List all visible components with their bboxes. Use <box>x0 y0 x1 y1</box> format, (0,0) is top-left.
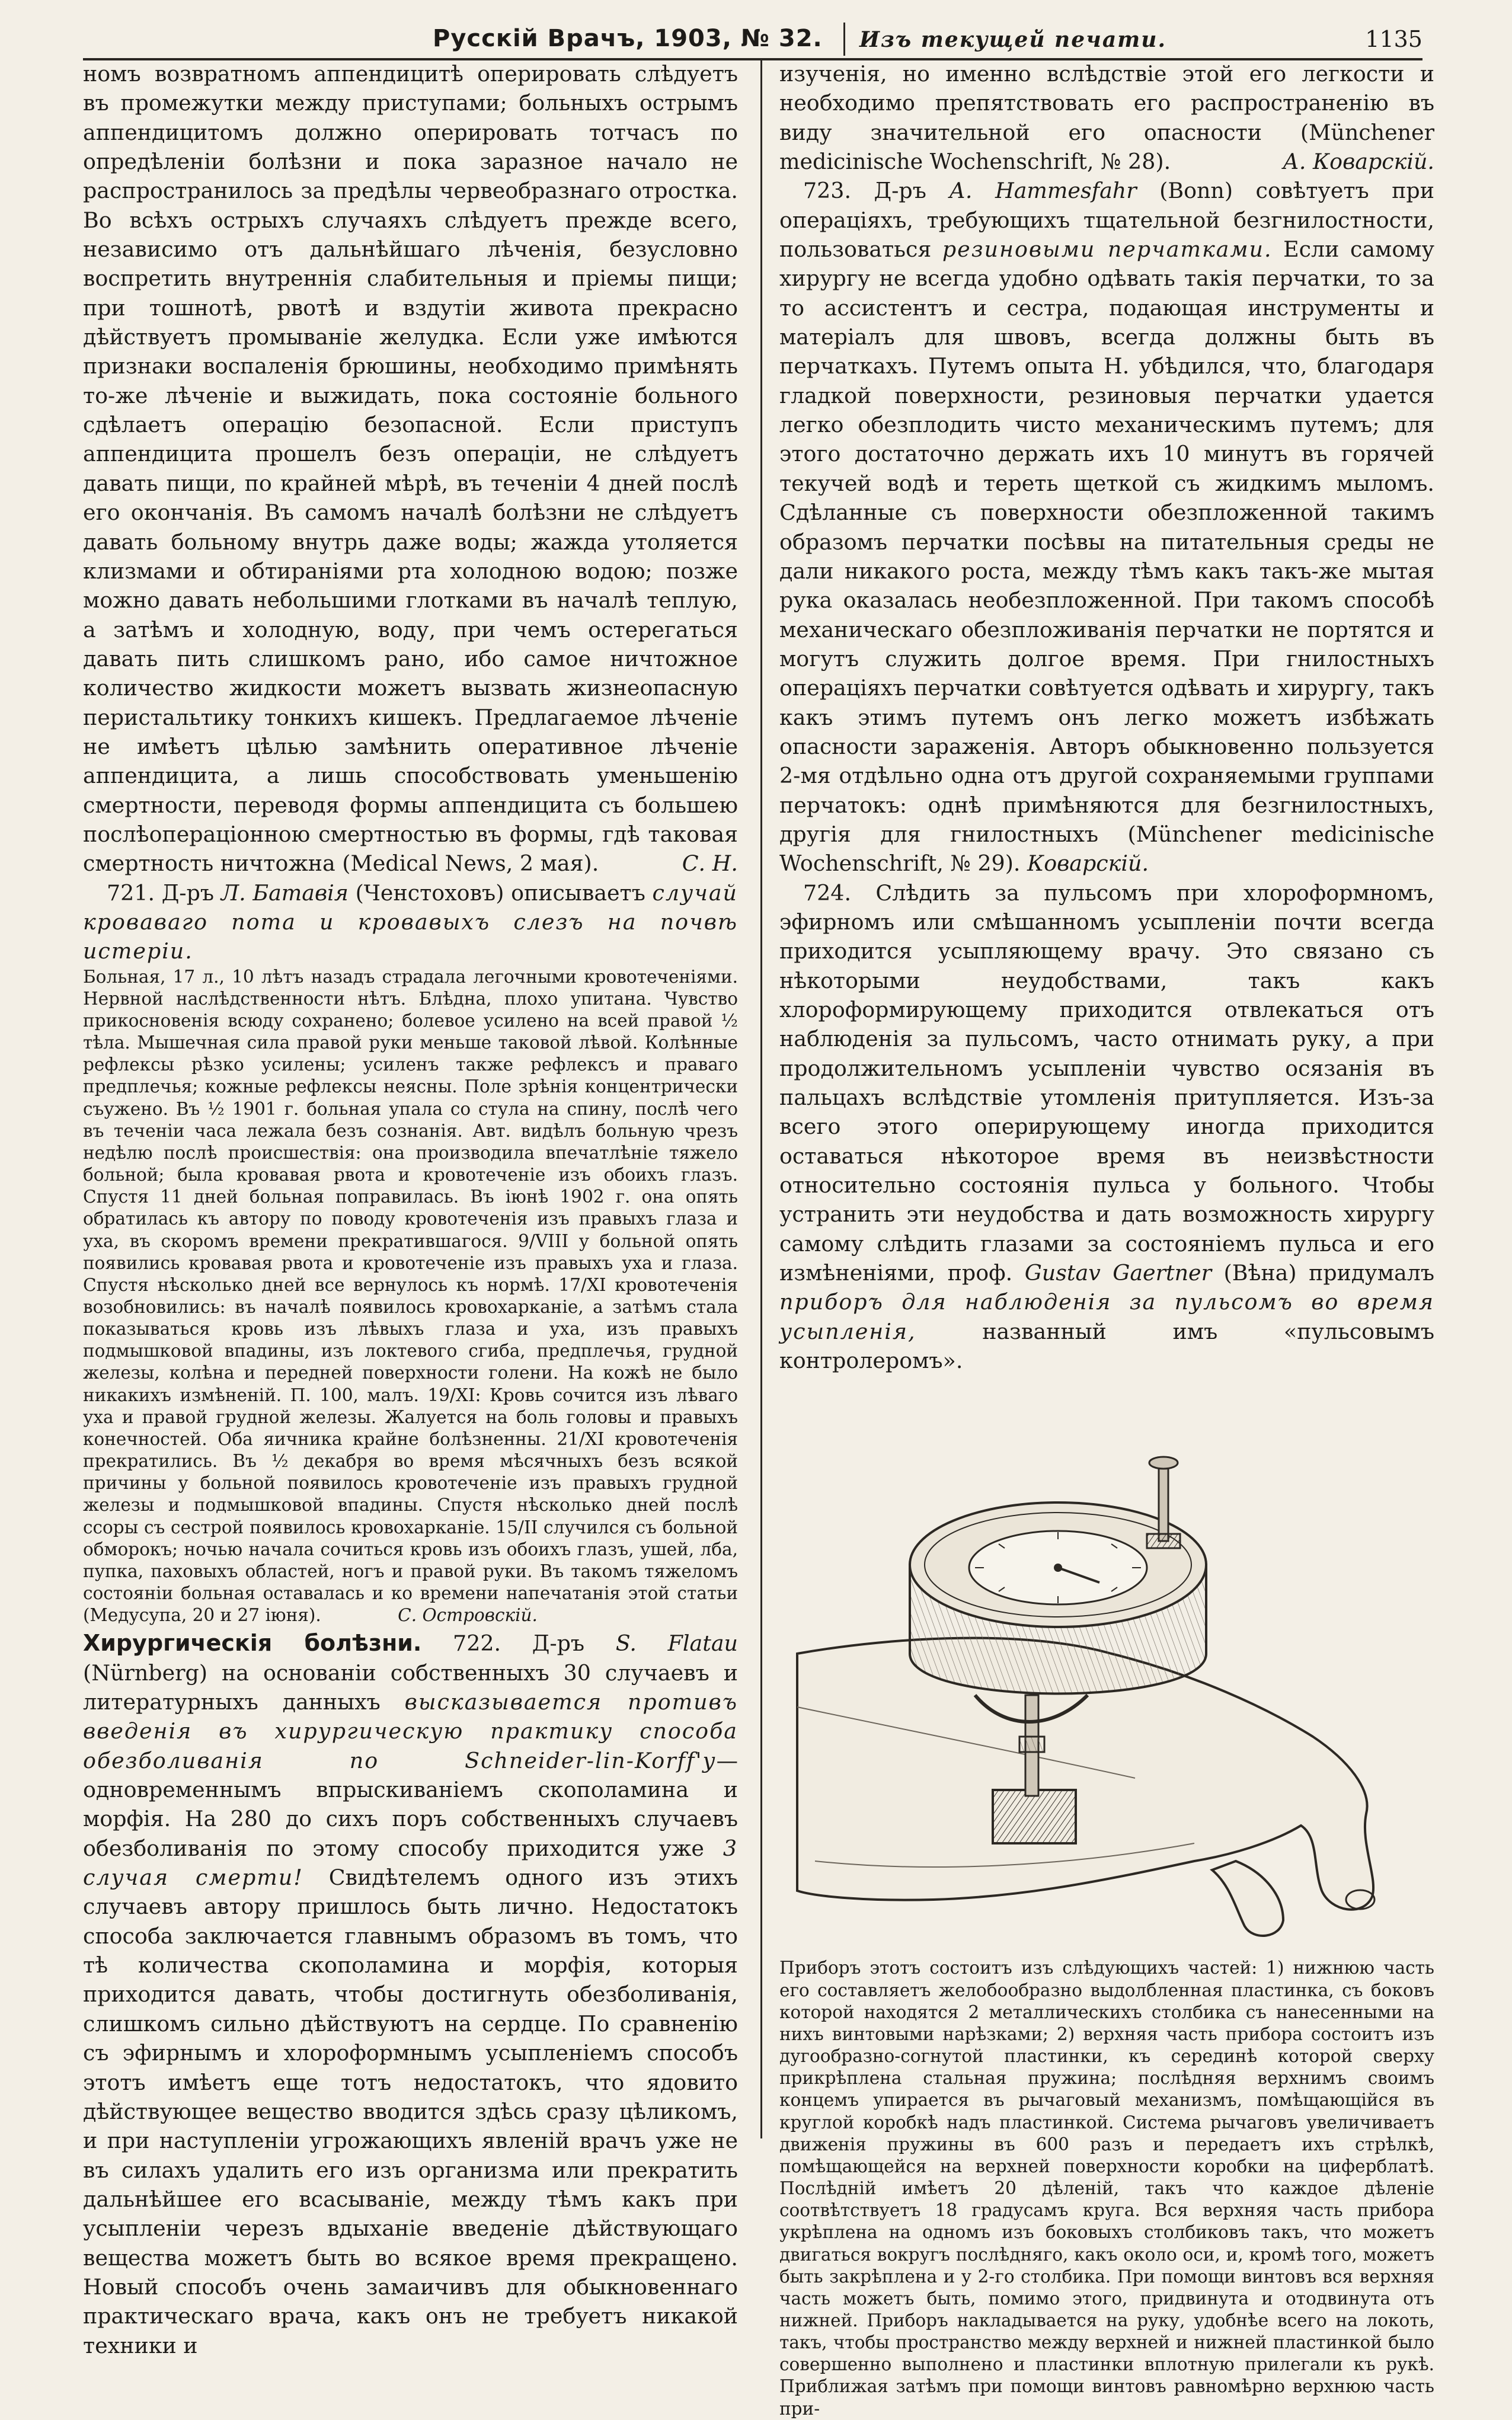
author-name: S. Flatau <box>615 1631 738 1657</box>
column-divider <box>760 58 762 2138</box>
lead-text: (Ченстоховъ) описываетъ <box>355 880 645 906</box>
article-722 <box>83 1629 738 2360</box>
left-column <box>83 59 738 2360</box>
page-number: 1135 <box>1365 26 1423 52</box>
article-722-end <box>779 59 1434 176</box>
article-number: 721. Д-ръ <box>107 880 215 906</box>
author-name: Л. Батавія <box>220 880 349 906</box>
signature: Коварскій. <box>1027 851 1149 877</box>
emphasis-text: 3 случая смерти! <box>83 1835 738 1891</box>
article-title: приборъ для наблюденія за пульсомъ во время усыпленія, <box>779 1289 1434 1344</box>
signature: А. Коварскій. <box>1283 149 1434 175</box>
paragraph-text: номъ возвратномъ аппендицитѣ оперировать слѣдуетъ въ промежутки между приступами; больныхъ острымъ аппендицитомъ должно оперировать тотчасъ по опредѣленіи болѣзни и пока заразное начало не распространилось за предѣлы червеобразнаго отростка. Во всѣхъ острыхъ случаяхъ слѣдуетъ прежде всего, независимо отъ дальнѣйшаго лѣченія, безусловно воспретить внутреннія слабительныя и пріемы пищи; при тошнотѣ, рвотѣ и вздутіи живота прекрасно дѣйствуетъ промываніе желудка. Если уже имѣются признаки воспаленія брюшины, необходимо примѣнять то-же лѣченіе и выжидать, пока состояніе больного сдѣлаетъ операцію безопасной. Если приступъ аппендицита прошелъ безъ операціи, не слѣдуетъ давать пищи, по крайней мѣрѣ, въ теченіи 4 дней послѣ его окончанія. Въ самомъ началѣ болѣзни не слѣдуетъ давать больному внутрь даже воды; жажда утоляется клизмами и обтираніями рта холодною водою; позже можно давать небольшими глотками въ началѣ теплую, а затѣмъ и холодную, воду, при чемъ остерегаться давать пить слишкомъ рано, ибо самое ничтожное количество жидкости можетъ вызвать жизнеопасную перистальтику тонкихъ кишекъ. Предлагаемое лѣченіе не имѣетъ цѣлью замѣнить оперативное лѣченіе аппендицита, а лишь способствовать уменьшенію смертности, переводя формы аппендицита съ большею послѣоперaціонною смертностью въ формы, гдѣ таковая смертность ничтожна (Medical News, 2 мая). <box>83 61 738 877</box>
pulse-controller-figure <box>779 1375 1434 1950</box>
case-report-text: Больная, 17 л., 10 лѣтъ назадъ страдала легочными кровотеченіями. Нервной наслѣдственности нѣтъ. Блѣдна, плохо упитана. Чувство прикосновенія всюду сохранено; болевое усилено на всей правой ½ тѣла. Мышечная сила правой руки меньше таковой лѣвой. Колѣнные рефлексы рѣзко усилены; усиленъ также рефлексъ и праваго предплечья; кожные рефлексы неясны. Поле зрѣнія концентрически съужено. Въ ½ 1901 г. больная упала со стула на спину, послѣ чего въ теченіи часа лежала безъ сознанія. Авт. видѣлъ больную чрезъ недѣлю послѣ происшествія: она производила впечатлѣніе тяжело больной; была кровавая рвота и кровотеченіе изъ обоихъ глазъ. Спустя 11 дней больная поправилась. Въ іюнѣ 1902 г. она опять обратилась къ автору по поводу кровотеченія изъ правыхъ глаза и уха, въ скоромъ времени прекратившагося. 9/VIII у больной опять появились кровавая рвота и кровотеченіе изъ правыхъ уха и глаза. Спустя нѣсколько дней все вернулось къ нормѣ. 17/XI кровотеченія возобновились: въ началѣ появилось кровохарканіе, а затѣмъ стала показываться кровь изъ лѣвыхъ глаза и уха, изъ правыхъ подмышковой впадины, изъ локтевого сгиба, предплечья, грудной железы, колѣна и передней поверхности голени. На кожѣ не было никакихъ измѣненій. П. 100, малъ. 19/XI: Кровь сочится изъ лѣваго уха и правой грудной железы. Жалуется на боль головы и правыхъ конечностей. Оба яичника крайне болѣзненны. 21/XI кровотеченія прекратились. Въ ½ декабря во время мѣсячныхъ безъ всякой причины у больной появилось кровотеченіе изъ правыхъ грудной железы и подмышковой впадины. Спустя нѣсколько дней послѣ ссоры съ сестрой появилось кровохарканіе. 15/II случился съ больной обморокъ; ночью начала сочиться кровь изъ обоихъ глазъ, ушей, лба, пупка, паховыхъ областей, ногъ и правой руки. Въ такомъ тяжеломъ состояніи больная оставалась и ко времени напечатанія этой статьи (Медусупа, 20 и 27 іюня). <box>83 966 738 1626</box>
lead-text: (Nürnberg) на основаніи собственныхъ 30 случаевъ и литературныхъ данныхъ <box>83 1660 738 1715</box>
article-720-end <box>83 59 738 878</box>
signature: С. Н. <box>682 851 738 877</box>
author-name: А. Hammesfahr <box>949 178 1137 204</box>
signature: С. Островскій. <box>398 1605 538 1626</box>
article-number: 722. Д-ръ <box>453 1631 585 1657</box>
article-721-lead <box>83 878 738 966</box>
article-724 <box>779 878 1434 1376</box>
paragraph-text: Если самому хирургу не всегда удобно одѣвать такія перчатки, то за то ассистентъ и сестра, подающая инструменты и матеріалъ для швовъ, всегда должны быть въ перчаткахъ. Путемъ опыта Н. убѣдился, что, благодаря гладкой поверхности, резиновыя перчатки удается легко обезплодить чисто механическимъ путемъ; для этого достаточно держать ихъ 10 минутъ въ горячей текучей водѣ и тереть щеткой съ жидкимъ мыломъ. Сдѣланные съ поверхности обезпложенной такимъ образомъ перчатки посѣвы на питательныя среды не дали никакого роста, между тѣмъ какъ такъ-же мытая рука оказалась необезпложенной. При такомъ способѣ механическаго обезпложиванія перчатки не портятся и могутъ служить долгое время. При гнилостныхъ операціяхъ перчатки совѣтуется одѣвать и хирургу, такъ какъ этимъ путемъ онъ легко можетъ избѣжать опасности зараженія. Авторъ обыкновенно пользуется 2-мя отдѣльно одна отъ другой сохраняемыми группами перчатокъ: однѣ примѣняются для безгнилостныхъ, другія для гнилостныхъ (Münchener medicinische Wochenschrift, № 29). <box>779 236 1434 877</box>
article-number: 723. Д-ръ <box>803 178 926 204</box>
pulse-controller-illustration-icon <box>779 1375 1434 1950</box>
paragraph-text: —одновременнымъ впрыскиваніемъ скополамина и морфія. На 280 до сихъ поръ собственныхъ случаевъ обезболиванія по этому способу приходится уже <box>83 1747 738 1861</box>
page-header <box>83 18 1423 60</box>
journal-title: Русскій Врачъ, 1903, № 32. <box>433 25 823 52</box>
paragraph-text: названный имъ «пульсовымъ контролеромъ». <box>779 1318 1434 1374</box>
article-721-body <box>83 966 738 1627</box>
author-name: Gustav Gaertner <box>1024 1260 1211 1286</box>
paragraph-text: 724. Слѣдить за пульсомъ при хлороформномъ, эфирномъ или смѣшанномъ усыпленіи почти всегда приходится усыпляющему врачу. Это связано съ нѣкоторыми неудобствами, такъ какъ хлороформирующему приходится отвлекаться отъ наблюденія за пульсомъ, часто отнимать руку, а при продолжительномъ усыпленіи чувство осязанія въ пальцахъ вслѣдствіе утомленія притупляется. Изъ-за всего этого оперирующему иногда приходится оставаться нѣкоторое время въ неизвѣстности относительно состоянія пульса у больного. Чтобы устранить эти неудобства и дать возможность хирургу самому слѣдить глазами за состояніемъ пульса и его измѣненіями, проф. <box>779 880 1434 1286</box>
article-723 <box>779 176 1434 878</box>
article-title: высказывается противъ введенія въ хирургическую практику способа обезболиванія по Schneider-lin-Korff'у <box>83 1689 738 1773</box>
paragraph-text: Свидѣтелемъ одного изъ этихъ случаевъ автору пришлось быть лично. Недостатокъ способа заключается главнымъ образомъ въ томъ, что тѣ количества скополамина и морфія, которыя приходится давать, чтобы достигнуть обезболиванія, слишкомъ сильно дѣйствуютъ на сердце. По сравненію съ эфирнымъ и хлороформнымъ усыпленіемъ способъ этотъ имѣетъ еще тотъ недостатокъ, что ядовито дѣйствующее вещество вводится здѣсь сразу цѣликомъ, и при наступленіи угрожающихъ явленій врачъ уже не въ силахъ удалить его изъ организма или прекратить дальнѣйшее его всасываніе, между тѣмъ какъ при усыпленіи черезъ вдыханіе введеніе дѣйствующаго вещества можетъ быть во всякое время прекращено. Новый способъ очень замаичивъ для обыкновеннаго практическаго врача, какъ онъ не требуетъ никакой техники и <box>83 1865 738 2358</box>
section-title: Изъ текущей печати. <box>859 27 1166 52</box>
article-title: случай кроваваго пота и кровавыхъ слезъ на почвѣ истеріи. <box>83 880 738 964</box>
right-column <box>779 59 1434 2420</box>
header-divider <box>843 23 845 56</box>
lead-text: (Вѣна) придумалъ <box>1223 1260 1434 1286</box>
figure-description: Приборъ этотъ состоитъ изъ слѣдующихъ частей: 1) нижнюю часть его составляетъ желобообразно выдолбленная пластинка, съ боковъ которой находятся 2 металлическихъ столбика съ нанесенными на нихъ винтовыми нарѣзками; 2) верхняя часть прибора состоитъ изъ дугообразно-согнутой пластинки, къ серединѣ которой сверху прикрѣплена стальная пружина; послѣдняя верхнимъ своимъ концемъ упирается въ рычаговый механизмъ, помѣщающійся въ круглой коробкѣ надъ пластинкой. Система рычаговъ увеличиваетъ движенія пружины въ 600 разъ и передаетъ ихъ стрѣлкѣ, помѣщающейся на верхней поверхности коробки на циферблатѣ. Послѣдній имѣетъ 20 дѣленій, такъ что каждое дѣленіе соотвѣтствуетъ 18 градусамъ круга. Вся верхняя часть прибора укрѣплена на одномъ изъ боковыхъ столбиковъ такъ, что можетъ двигаться вокругъ послѣдняго, какъ около оси, и, кромѣ того, можетъ быть закрѣплена и у 2-го столбика. При помощи винтовъ вся верхняя часть можетъ быть, помимо этого, придвинута и отодвинута отъ нижней. Приборъ накладывается на руку, удобнѣе всего на локоть, такъ, чтобы пространство между верхней и нижней пластинкой было совершенно выполнено и пластинки вплотную прилегали къ рукѣ. Приближая затѣмъ при помощи винтовъ равномѣрно верхнюю часть при- <box>779 1958 1434 2419</box>
section-heading: Хирургическія болѣзни. <box>83 1630 422 1657</box>
article-title: резиновыми перчатками. <box>942 236 1273 263</box>
paragraph-text: изученія, но именно вслѣдствіе этой его легкости и необходимо препятствовать его распространенію въ виду значительной его опасности (Münchener medicinische Wochenschrift, № 28). <box>779 61 1434 175</box>
lead-text: (Bonn) совѣтуетъ при операціяхъ, требующихъ тщательной безгнилостности, пользоваться <box>779 178 1434 263</box>
